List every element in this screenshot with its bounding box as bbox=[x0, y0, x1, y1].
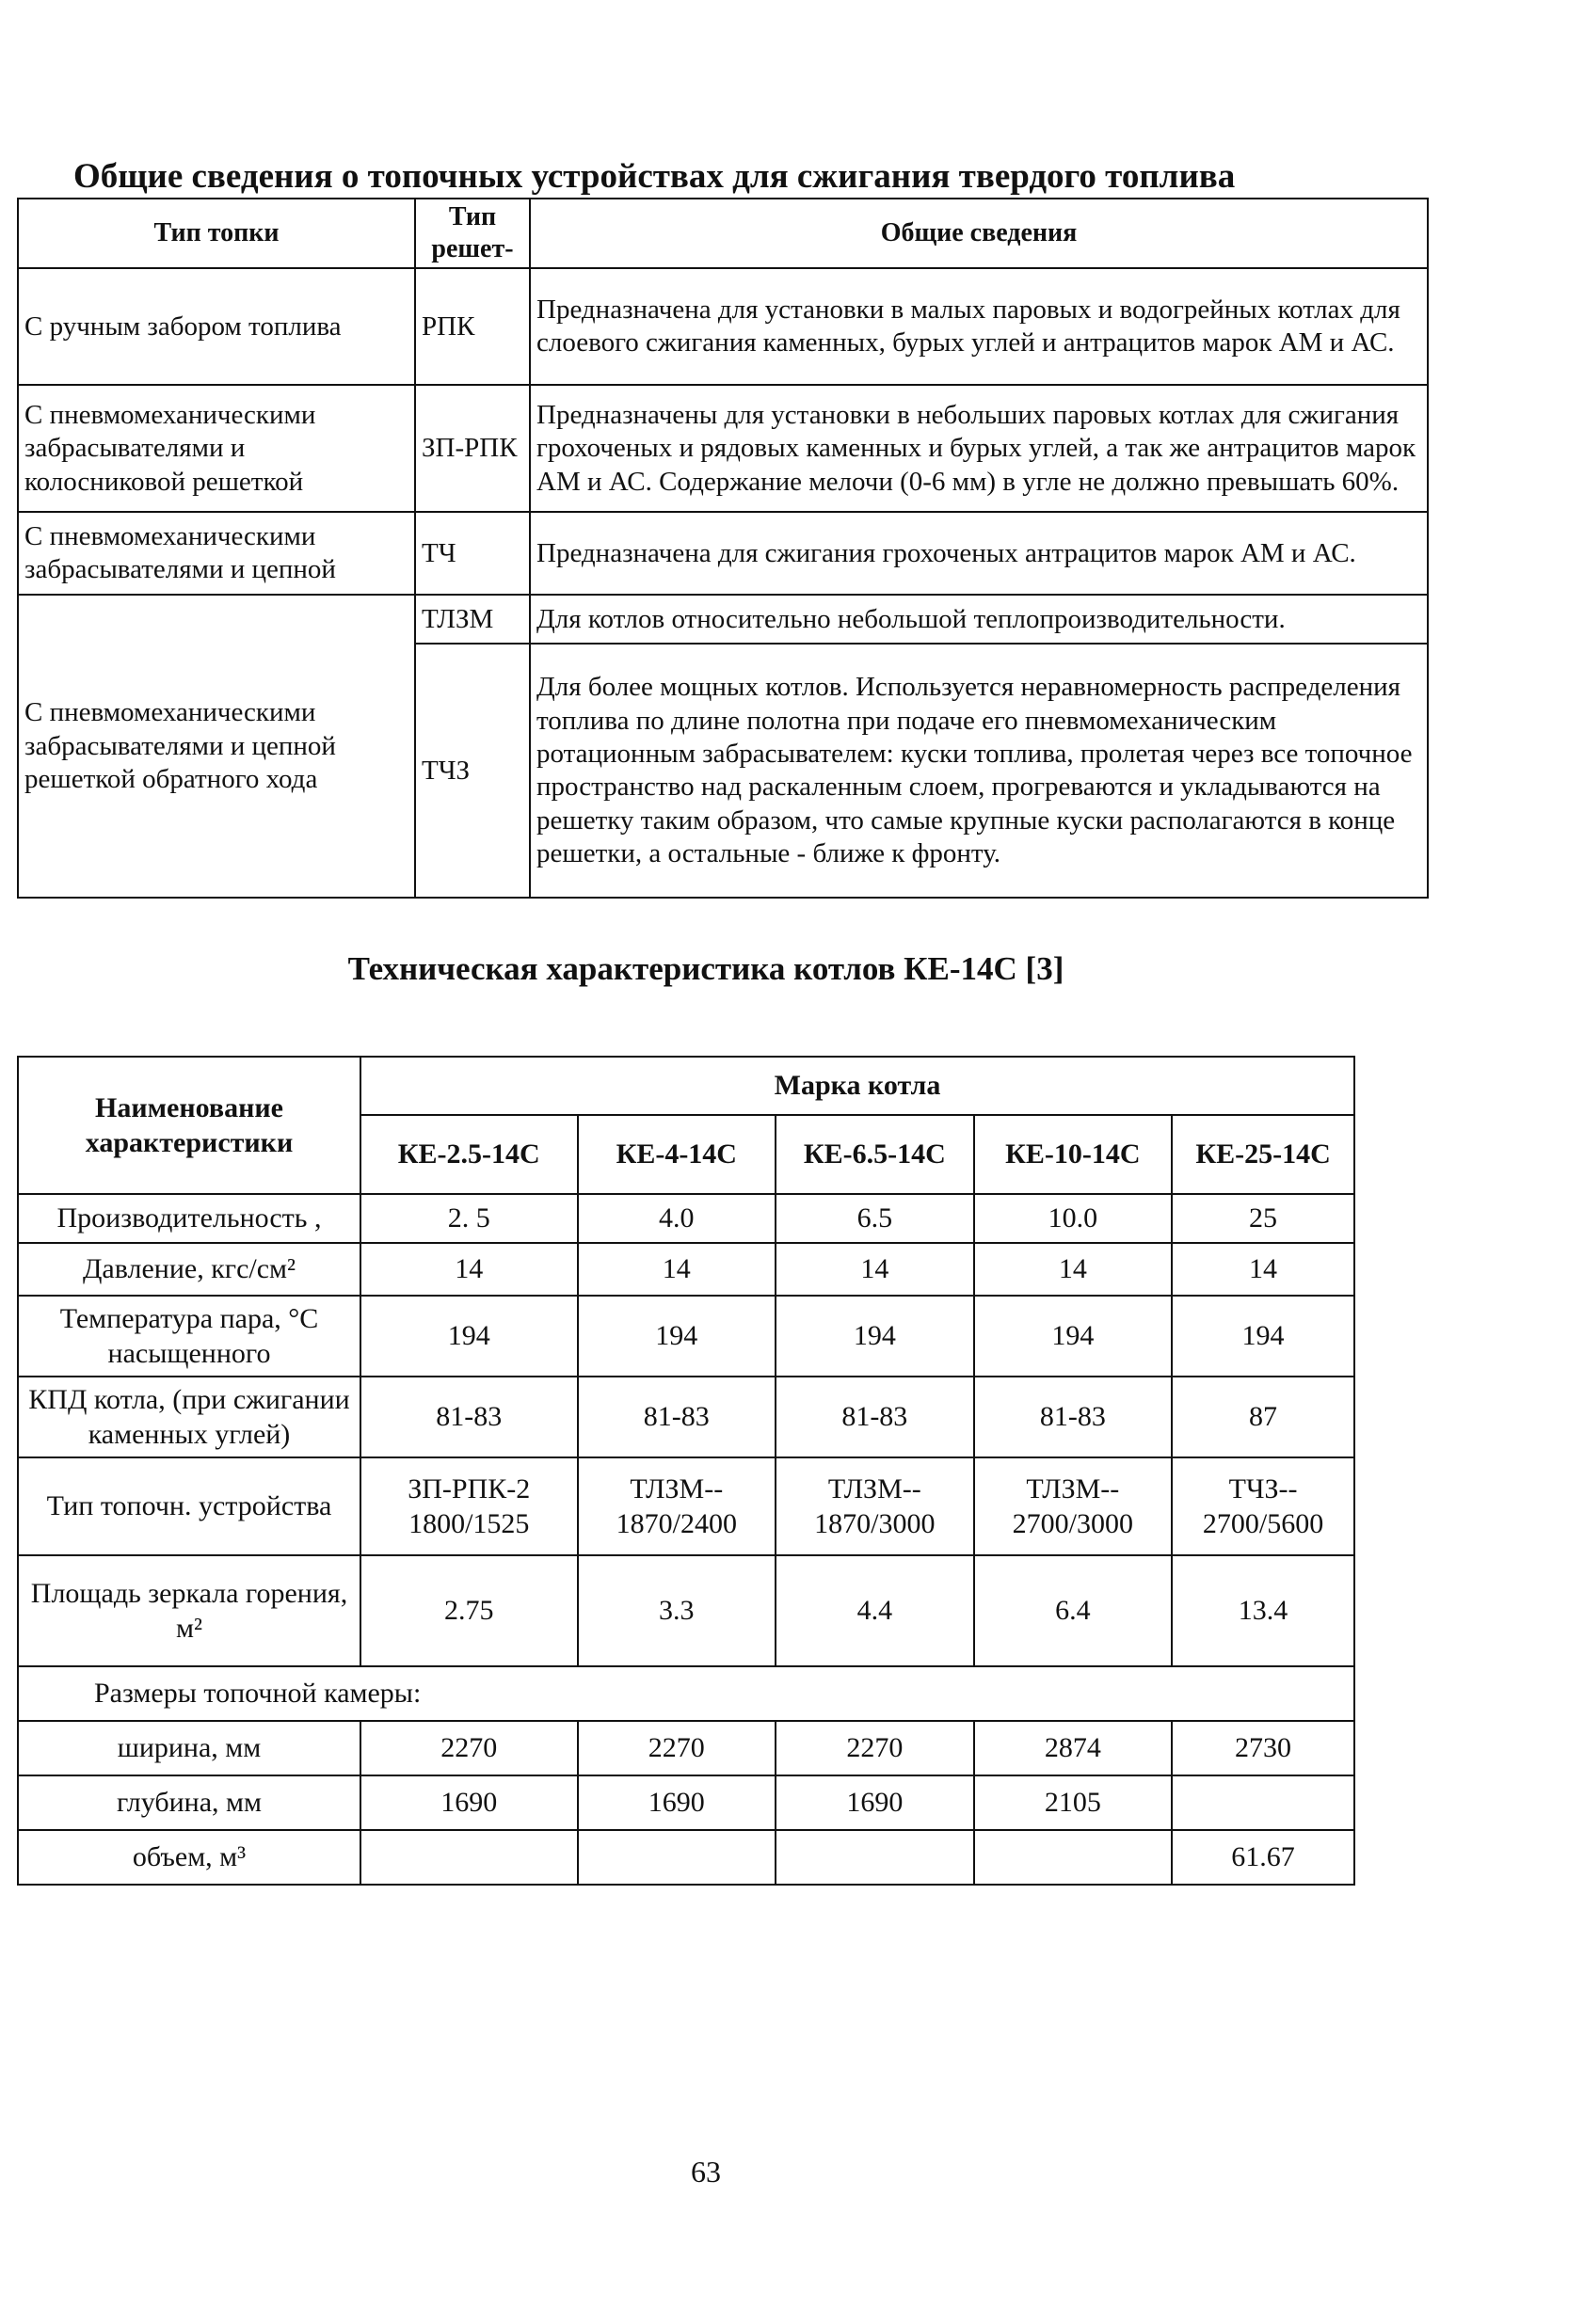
grate-type-cell: ТЧ bbox=[415, 512, 530, 595]
value-cell: ТЛЗМ-- 1870/2400 bbox=[578, 1457, 776, 1555]
info-cell: Предназначена для сжигания грохоченых антрацитов марок АМ и АС. bbox=[530, 512, 1428, 595]
table1-title: Общие сведения о топочных устройствах для сжигания твердого топлива bbox=[73, 157, 1236, 196]
model-header: КЕ-4-14С bbox=[578, 1115, 776, 1194]
grate-type-cell: ЗП-РПК bbox=[415, 385, 530, 512]
value-cell: 13.4 bbox=[1172, 1555, 1354, 1666]
model-header: КЕ-25-14С bbox=[1172, 1115, 1354, 1194]
page-number: 63 bbox=[691, 2155, 721, 2189]
table2-header-row bbox=[18, 1057, 1354, 1115]
dimensions-section-label: Размеры топочной камеры: bbox=[18, 1666, 1354, 1721]
row-label: Давление, кгс/см² bbox=[18, 1243, 360, 1296]
grate-type-cell: ТЛЗМ bbox=[415, 595, 530, 644]
header-general-info: Общие сведения bbox=[530, 199, 1428, 268]
table-row bbox=[18, 595, 1428, 644]
value-cell: 81-83 bbox=[776, 1377, 974, 1457]
value-cell bbox=[578, 1830, 776, 1885]
table-row bbox=[18, 1775, 1354, 1830]
value-cell bbox=[974, 1830, 1173, 1885]
value-cell bbox=[1172, 1775, 1354, 1830]
table-section-row bbox=[18, 1666, 1354, 1721]
table2-title: Техническая характеристика котлов КЕ-14С [3] bbox=[347, 950, 1064, 987]
info-cell: Для более мощных котлов. Используется неравномерность распределения топлива по длине полотна при подаче его пневмомеханическим ротационным забрасывателем: куски топлива, пролетая через все топочное пространство над раскаленным слоем, прогреваются и укладываются на решетку таким образом, что самые крупные куски располагаются в конце решетки, а остальные - ближе к фронту. bbox=[530, 644, 1428, 898]
furnace-type-cell: С пневмомеханическими забрасывателями и колосниковой решеткой bbox=[18, 385, 415, 512]
table-row bbox=[18, 1721, 1354, 1775]
value-cell: 10.0 bbox=[974, 1194, 1173, 1243]
header-characteristic-name: Наименование характеристики bbox=[18, 1057, 360, 1194]
value-cell: 81-83 bbox=[974, 1377, 1173, 1457]
value-cell: 87 bbox=[1172, 1377, 1354, 1457]
table-row bbox=[18, 1377, 1354, 1457]
value-cell: 1690 bbox=[360, 1775, 578, 1830]
table-row bbox=[18, 1296, 1354, 1377]
header-furnace-type: Тип топки bbox=[18, 199, 415, 268]
model-header: КЕ-6.5-14С bbox=[776, 1115, 974, 1194]
header-grate-type: Тип решет- bbox=[415, 199, 530, 268]
value-cell: 1690 bbox=[578, 1775, 776, 1830]
row-label: КПД котла, (при сжигании каменных углей) bbox=[18, 1377, 360, 1457]
row-label: Производительность , bbox=[18, 1194, 360, 1243]
boiler-specs-table bbox=[17, 1056, 1355, 1886]
value-cell: 4.0 bbox=[578, 1194, 776, 1243]
row-label: глубина, мм bbox=[18, 1775, 360, 1830]
furnace-types-table bbox=[17, 198, 1429, 899]
value-cell: 194 bbox=[974, 1296, 1173, 1377]
value-cell: 2105 bbox=[974, 1775, 1173, 1830]
value-cell: 14 bbox=[776, 1243, 974, 1296]
row-label: объем, м³ bbox=[18, 1830, 360, 1885]
value-cell: 194 bbox=[578, 1296, 776, 1377]
value-cell: 14 bbox=[578, 1243, 776, 1296]
info-cell: Предназначены для установки в небольших паровых котлах для сжигания грохоченых и рядовых каменных и бурых углей, а так же антрацитов марок АМ и АС. Содержание мелочи (0-6 мм) в угле не должно превышать 60%. bbox=[530, 385, 1428, 512]
table-row bbox=[18, 268, 1428, 385]
value-cell: 6.5 bbox=[776, 1194, 974, 1243]
table-row bbox=[18, 1243, 1354, 1296]
value-cell: 25 bbox=[1172, 1194, 1354, 1243]
value-cell: 2270 bbox=[360, 1721, 578, 1775]
table-row bbox=[18, 1194, 1354, 1243]
value-cell: 6.4 bbox=[974, 1555, 1173, 1666]
value-cell: 2730 bbox=[1172, 1721, 1354, 1775]
value-cell: 81-83 bbox=[360, 1377, 578, 1457]
value-cell: 3.3 bbox=[578, 1555, 776, 1666]
value-cell bbox=[776, 1830, 974, 1885]
value-cell: ЗП-РПК-2 1800/1525 bbox=[360, 1457, 578, 1555]
row-label: Температура пара, °С насыщенного bbox=[18, 1296, 360, 1377]
table-row bbox=[18, 385, 1428, 512]
model-header: КЕ-2.5-14С bbox=[360, 1115, 578, 1194]
value-cell: 194 bbox=[776, 1296, 974, 1377]
value-cell: 2270 bbox=[578, 1721, 776, 1775]
row-label: Площадь зеркала горения, м² bbox=[18, 1555, 360, 1666]
model-header: КЕ-10-14С bbox=[974, 1115, 1173, 1194]
value-cell: ТЛЗМ-- 1870/3000 bbox=[776, 1457, 974, 1555]
value-cell bbox=[360, 1830, 578, 1885]
furnace-type-cell: С пневмомеханическими забрасывателями и цепной решеткой обратного хода bbox=[18, 595, 415, 898]
value-cell: 14 bbox=[360, 1243, 578, 1296]
grate-type-cell: ТЧЗ bbox=[415, 644, 530, 898]
value-cell: 14 bbox=[1172, 1243, 1354, 1296]
value-cell: 61.67 bbox=[1172, 1830, 1354, 1885]
furnace-type-cell: С пневмомеханическими забрасывателями и цепной bbox=[18, 512, 415, 595]
info-cell: Для котлов относительно небольшой теплопроизводительности. bbox=[530, 595, 1428, 644]
value-cell: 2874 bbox=[974, 1721, 1173, 1775]
value-cell: 81-83 bbox=[578, 1377, 776, 1457]
value-cell: 194 bbox=[1172, 1296, 1354, 1377]
value-cell: ТЛЗМ-- 2700/3000 bbox=[974, 1457, 1173, 1555]
value-cell: ТЧЗ-- 2700/5600 bbox=[1172, 1457, 1354, 1555]
value-cell: 2.75 bbox=[360, 1555, 578, 1666]
value-cell: 2270 bbox=[776, 1721, 974, 1775]
furnace-type-cell: С ручным забором топлива bbox=[18, 268, 415, 385]
table-row bbox=[18, 1830, 1354, 1885]
value-cell: 194 bbox=[360, 1296, 578, 1377]
row-label: Тип топочн. устройства bbox=[18, 1457, 360, 1555]
header-boiler-model: Марка котла bbox=[360, 1057, 1354, 1115]
value-cell: 14 bbox=[974, 1243, 1173, 1296]
value-cell: 2. 5 bbox=[360, 1194, 578, 1243]
value-cell: 1690 bbox=[776, 1775, 974, 1830]
table-row bbox=[18, 1555, 1354, 1666]
value-cell: 4.4 bbox=[776, 1555, 974, 1666]
table-row bbox=[18, 1457, 1354, 1555]
grate-type-cell: РПК bbox=[415, 268, 530, 385]
table1-header-row bbox=[18, 199, 1428, 268]
row-label: ширина, мм bbox=[18, 1721, 360, 1775]
table-row bbox=[18, 512, 1428, 595]
info-cell: Предназначена для установки в малых паровых и водогрейных котлах для слоевого сжигания каменных, бурых углей и антрацитов марок АМ и АС. bbox=[530, 268, 1428, 385]
